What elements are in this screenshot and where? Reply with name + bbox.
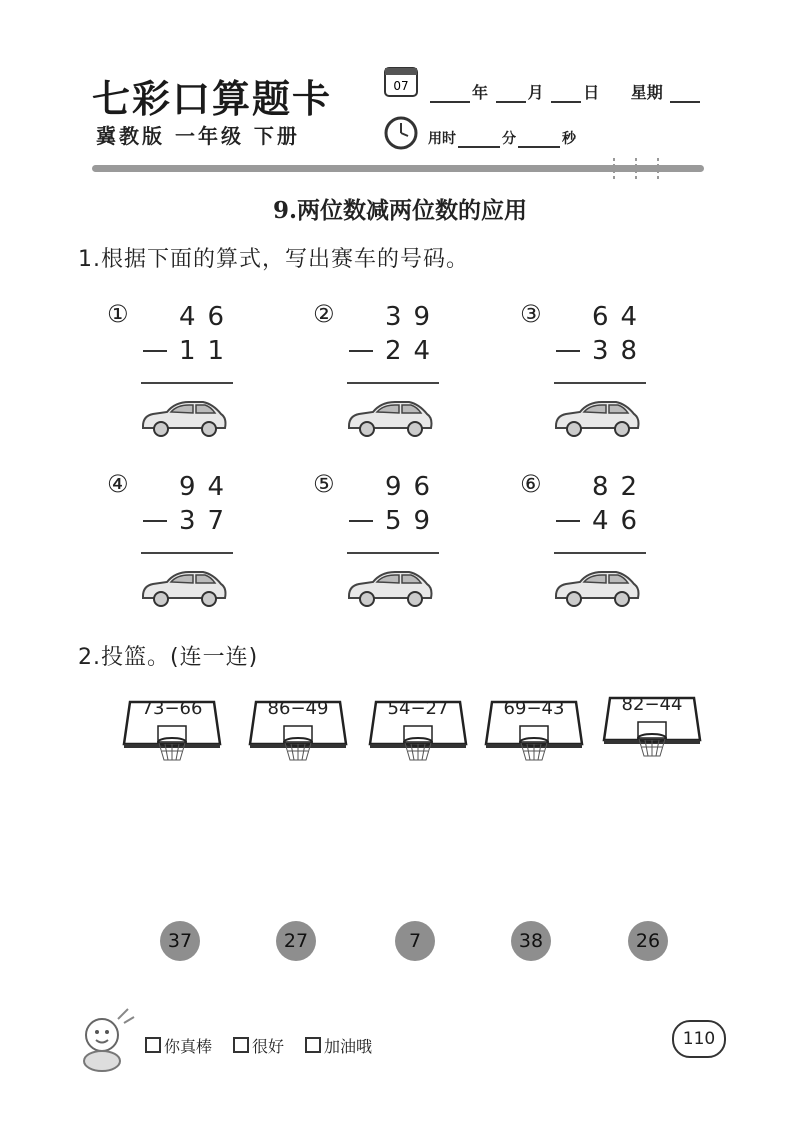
minuend: 94 bbox=[179, 472, 237, 502]
hoop-expression: 54−27 bbox=[387, 698, 449, 719]
minus-sign bbox=[349, 520, 373, 522]
minus-sign bbox=[143, 350, 167, 352]
calendar-icon bbox=[383, 64, 419, 98]
problem-number: ④ bbox=[107, 470, 129, 498]
problem-number: ② bbox=[313, 300, 335, 328]
answer-line bbox=[554, 382, 646, 384]
subtrahend: 46 bbox=[592, 506, 650, 536]
lesson-title: 9.两位数减两位数的应用 bbox=[272, 197, 527, 224]
question-2-title: 2.投篮。(连一连) bbox=[78, 645, 259, 670]
brand-title: 七彩口算题卡 bbox=[92, 76, 333, 121]
basketball-hoop[interactable] bbox=[368, 696, 468, 768]
hoop-expression: 73−66 bbox=[141, 698, 203, 719]
minus-sign bbox=[556, 520, 580, 522]
minus-sign bbox=[556, 350, 580, 352]
minus-sign bbox=[143, 520, 167, 522]
problem-number: ⑤ bbox=[313, 470, 335, 498]
basketball-answer[interactable]: 38 bbox=[511, 921, 551, 961]
subtraction-problem bbox=[313, 300, 513, 470]
rating-excellent[interactable]: 你真棒 bbox=[145, 1034, 212, 1057]
time-fields: 用时 分 秒 bbox=[428, 131, 576, 147]
minuend: 39 bbox=[385, 302, 443, 332]
answer-line bbox=[141, 552, 233, 554]
subtraction-problem bbox=[107, 300, 307, 470]
hoop-expression: 69−43 bbox=[503, 698, 565, 719]
edition-label: 冀教版 一年级 下册 bbox=[96, 124, 300, 148]
basketball-answer[interactable]: 37 bbox=[160, 921, 200, 961]
race-car-icon bbox=[552, 566, 642, 612]
subtraction-problem bbox=[313, 470, 513, 640]
basketball-hoop[interactable] bbox=[122, 696, 222, 768]
basketball-hoop[interactable] bbox=[248, 696, 348, 768]
hoop-expression: 86−49 bbox=[267, 698, 329, 719]
minuend: 82 bbox=[592, 472, 650, 502]
problem-number: ③ bbox=[520, 300, 542, 328]
race-car-icon bbox=[345, 566, 435, 612]
answer-line bbox=[347, 552, 439, 554]
subtrahend: 11 bbox=[179, 336, 237, 366]
race-car-icon bbox=[345, 396, 435, 442]
minuend: 64 bbox=[592, 302, 650, 332]
basketball-answer[interactable]: 7 bbox=[395, 921, 435, 961]
minus-sign bbox=[349, 350, 373, 352]
rule-decoration bbox=[606, 156, 676, 184]
calendar-day: 07 bbox=[393, 79, 409, 93]
answer-line bbox=[141, 382, 233, 384]
answer-line bbox=[347, 382, 439, 384]
mascot-illustration bbox=[72, 1005, 142, 1075]
minuend: 46 bbox=[179, 302, 237, 332]
basketball-hoop[interactable] bbox=[484, 696, 584, 768]
answer-line bbox=[554, 552, 646, 554]
problem-number: ① bbox=[107, 300, 129, 328]
subtrahend: 37 bbox=[179, 506, 237, 536]
hoop-expression: 82−44 bbox=[621, 694, 683, 715]
race-car-icon bbox=[139, 566, 229, 612]
page-number: 110 bbox=[672, 1020, 726, 1058]
minuend: 96 bbox=[385, 472, 443, 502]
subtrahend: 59 bbox=[385, 506, 443, 536]
basketball-hoop[interactable] bbox=[602, 692, 702, 764]
date-fields: 年 月 日 星期 bbox=[428, 80, 702, 103]
rating-keep-going[interactable]: 加油哦 bbox=[305, 1034, 372, 1057]
question-1-title: 1.根据下面的算式，写出赛车的号码。 bbox=[78, 247, 469, 272]
subtraction-problem bbox=[520, 470, 720, 640]
clock-icon bbox=[383, 114, 419, 150]
race-car-icon bbox=[552, 396, 642, 442]
subtraction-problem bbox=[520, 300, 720, 470]
subtraction-problem bbox=[107, 470, 307, 640]
subtrahend: 24 bbox=[385, 336, 443, 366]
problem-number: ⑥ bbox=[520, 470, 542, 498]
basketball-answer[interactable]: 26 bbox=[628, 921, 668, 961]
basketball-answer[interactable]: 27 bbox=[276, 921, 316, 961]
rating-good[interactable]: 很好 bbox=[233, 1034, 284, 1057]
subtrahend: 38 bbox=[592, 336, 650, 366]
race-car-icon bbox=[139, 396, 229, 442]
